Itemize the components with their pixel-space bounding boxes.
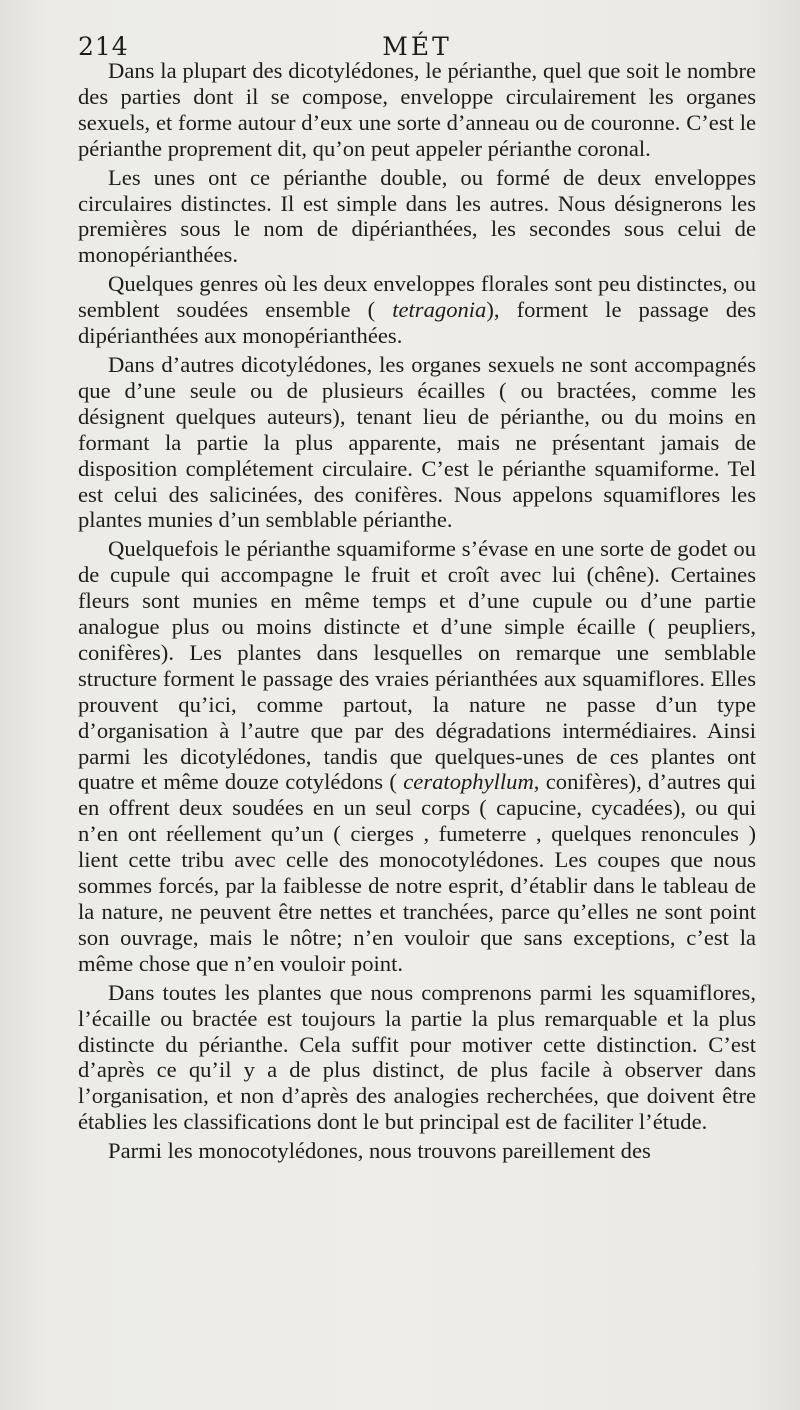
running-title: MÉT	[382, 32, 452, 61]
text-segment: Les unes ont ce périanthe double, ou formé de deux enveloppes circulaires distinctes. Il est simple dans les autres. Nous désignerons les premières sous le nom de dipérianthées, les secondes sous celui de monopérianthées.	[78, 164, 756, 268]
text-segment: Dans d’autres dicotylédones, les organes sexuels ne sont accompagnés que d’une seule ou de plusieurs écailles ( ou bractées, comme les désignent quelques auteurs), tenant lieu de périanthe, ou du moins en formant la partie la plus apparente, mais ne présentant jamais de disposition complétement circulaire. C’est le périanthe squamiforme. Tel est celui des salicinées, des conifères. Nous appelons squamiflores les plantes munies d’un semblable périanthe.	[78, 351, 756, 533]
body-text	[78, 58, 756, 1164]
text-segment: Quelques genres où les deux enveloppes florales sont peu distinctes, ou semblent soudées ensemble (	[78, 271, 756, 323]
page-header	[78, 0, 756, 66]
paragraph-2	[78, 162, 756, 269]
text-segment: Dans toutes les plantes que nous comprenons parmi les squamiflores, l’écaille ou bractée est toujours la partie la plus remarquable et la plus distincte du périanthe. Cela suffit pour motiver cette distinction. C’est d’après ce qu’il y a de plus distinct, de plus facile à observer dans l’organisation, et non d’après des analogies recherchées, que doivent être établies les classifications dont le but principal est de faciliter l’étude.	[78, 979, 756, 1135]
text-segment: Quelquefois le périanthe squamiforme s’évase en une sorte de godet ou de cupule qui accompagne le fruit et croît avec lui (chêne). Certaines fleurs sont munies en même temps et d’une cupule ou d’une partie analogue plus ou moins distincte et d’une simple écaille ( peupliers, conifères). Les plantes dans lesquelles on remarque une semblable structure forment le passage des vraies périanthées aux squamiflores. Elles prouvent qu’ici, comme partout, la nature ne passe d’un type d’organisation à l’autre que par des dégradations intermédiaires. Ainsi parmi les dicotylédones, tandis que quelques-unes de ces plantes ont quatre et même douze cotylédons (	[78, 536, 756, 795]
paragraph-7	[78, 1135, 756, 1164]
paragraph-5	[78, 533, 756, 976]
text-segment: ), forment le passage des dipérianthées aux monopérianthées.	[78, 297, 756, 349]
text-segment: , conifères), d’autres qui en offrent deux soudées en un seul corps ( capucine, cycadées), ou qui n’en ont réellement qu’un ( cierges , fumeterre , quelques renoncules ) lient cette tribu avec celle des monocotylédones. Les coupes que nous sommes forcés, par la faiblesse de notre esprit, d’établir dans le tableau de la nature, ne peuvent être nettes et tranchées, parce qu’elles ne sont point son ouvrage, mais le nôtre; n’en vouloir que sans exceptions, c’est la même chose que n’en vouloir point.	[78, 769, 757, 976]
text-segment: Dans la plupart des dicotylédones, le périanthe, quel que soit le nombre des parties dont il se compose, enveloppe circulairement les organes sexuels, et forme autour d’eux une sorte d’anneau ou de couronne. C’est le périanthe proprement dit, qu’on peut appeler périanthe coronal.	[78, 58, 756, 161]
paragraph-4	[78, 349, 756, 533]
italic-term: tetragonia	[392, 297, 487, 323]
page-number: 214	[78, 32, 129, 61]
paragraph-6	[78, 977, 756, 1135]
paragraph-1	[78, 58, 756, 162]
paragraph-3	[78, 268, 756, 349]
italic-term: ceratophyllum	[403, 769, 534, 795]
text-segment: Parmi les monocotylédones, nous trouvons pareillement des	[108, 1138, 651, 1164]
